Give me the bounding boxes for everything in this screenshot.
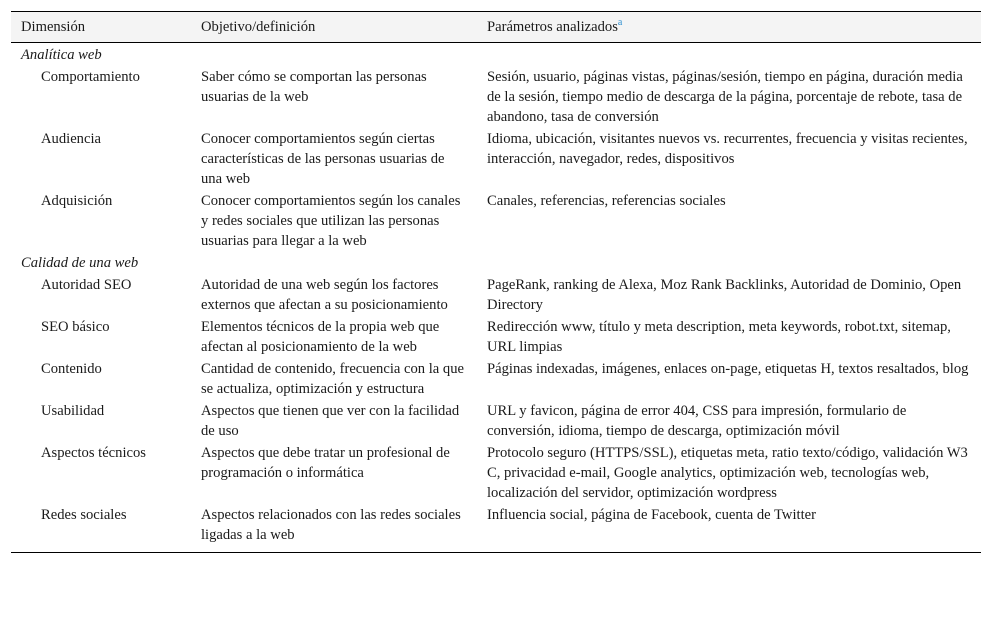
- dimension-cell: Autoridad SEO: [41, 277, 132, 293]
- parameters-cell: Protocolo seguro (HTTPS/SSL), etiquetas meta, ratio texto/código, validación W3 C, privacidad e-mail, Google analytics, optimización web, tecnologías web, localización del servidor, optimización wordpress: [487, 445, 968, 501]
- objective-cell: Cantidad de contenido, frecuencia con la que se actualiza, optimización y estructura: [201, 361, 464, 397]
- parameters-cell: Páginas indexadas, imágenes, enlaces on-page, etiquetas H, textos resaltados, blog: [487, 361, 969, 377]
- header-parameters: [477, 12, 981, 43]
- dimension-cell: Comportamiento: [41, 69, 140, 85]
- header-objective: Objetivo/definición: [191, 12, 477, 43]
- dimension-cell: Contenido: [41, 361, 102, 377]
- objective-cell: Aspectos relacionados con las redes sociales ligadas a la web: [201, 507, 461, 543]
- dimension-cell: Redes sociales: [41, 507, 127, 523]
- dimension-cell: Usabilidad: [41, 403, 105, 419]
- table-row: [11, 359, 981, 401]
- table-body: [11, 43, 981, 553]
- dimension-cell: [11, 547, 191, 553]
- table-row: [11, 317, 981, 359]
- parameters-cell: Idioma, ubicación, visitantes nuevos vs. recurrentes, frecuencia y visitas recientes, interacción, navegador, redes, dispositivos: [487, 131, 968, 167]
- dimension-cell: Audiencia: [41, 131, 101, 147]
- section-title-calidad-web: Calidad de una web: [21, 255, 139, 271]
- objective-cell: Autoridad de una web según los factores externos que afectan a su posicionamiento: [201, 277, 448, 313]
- objective-cell: Conocer comportamientos según ciertas características de las personas usuarias de una web: [201, 131, 445, 187]
- dimension-cell: Aspectos técnicos: [41, 445, 146, 461]
- header-parameters-label: Parámetros analizados: [487, 19, 618, 35]
- objective-cell: Aspectos que debe tratar un profesional de programación o informática: [201, 445, 450, 481]
- objective-cell: Aspectos que tienen que ver con la facilidad de uso: [201, 403, 460, 439]
- section-row: [11, 43, 981, 68]
- parameters-cell: Redirección www, título y meta description, meta keywords, robot.txt, sitemap, URL limpias: [487, 319, 951, 355]
- parameters-cell: Sesión, usuario, páginas vistas, páginas/sesión, tiempo en página, duración media de la sesión, tiempo medio de descarga de la página, porcentaje de rebote, tasa de abandono, tasa de conversión: [487, 69, 963, 125]
- parameters-cell: [477, 547, 981, 553]
- table-row: [11, 547, 981, 553]
- header-dimension: Dimensión: [11, 12, 191, 43]
- objective-cell: [191, 547, 477, 553]
- section-title-analitica-web: Analítica web: [21, 47, 102, 63]
- objective-cell: Saber cómo se comportan las personas usuarias de la web: [201, 69, 427, 105]
- table-row: [11, 401, 981, 443]
- objective-cell: Elementos técnicos de la propia web que afectan al posicionamiento de la web: [201, 319, 440, 355]
- table-header: [11, 12, 981, 43]
- parameters-table-container: [11, 11, 981, 553]
- section-row: [11, 253, 981, 275]
- table-row: [11, 505, 981, 547]
- footnote-marker[interactable]: a: [617, 17, 623, 28]
- parameters-cell: URL y favicon, página de error 404, CSS para impresión, formulario de conversión, idioma, tiempo de descarga, optimización móvil: [487, 403, 907, 439]
- table-row: [11, 275, 981, 317]
- table-row: [11, 129, 981, 191]
- parameters-table: [11, 11, 981, 553]
- parameters-cell: Influencia social, página de Facebook, cuenta de Twitter: [487, 507, 816, 523]
- dimension-cell: SEO básico: [41, 319, 110, 335]
- table-row: [11, 67, 981, 129]
- header-row: [11, 12, 981, 43]
- table-row: [11, 443, 981, 505]
- parameters-cell: PageRank, ranking de Alexa, Moz Rank Backlinks, Autoridad de Dominio, Open Directory: [487, 277, 962, 313]
- objective-cell: Conocer comportamientos según los canales y redes sociales que utilizan las personas usuarias para llegar a la web: [201, 193, 461, 249]
- table-row: [11, 191, 981, 253]
- parameters-cell: Canales, referencias, referencias sociales: [487, 193, 726, 209]
- dimension-cell: Adquisición: [41, 193, 113, 209]
